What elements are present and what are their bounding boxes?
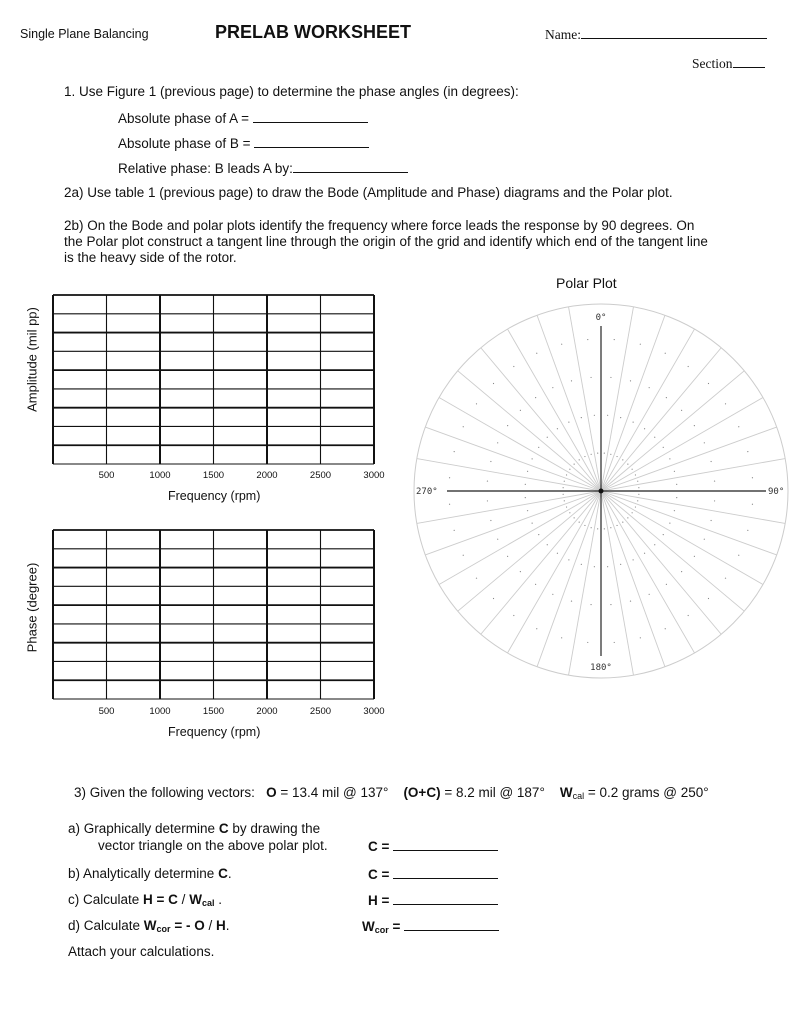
- q3c-answer-field[interactable]: H =: [368, 892, 498, 908]
- polar-dot: [663, 447, 664, 448]
- polar-dot: [574, 517, 575, 518]
- polar-dot: [571, 601, 572, 602]
- vector-wcal-value: = 0.2 grams @ 250°: [584, 785, 709, 800]
- polar-dot: [725, 578, 726, 579]
- polar-dot: [476, 403, 477, 404]
- polar-dot: [568, 559, 569, 560]
- polar-dot: [681, 410, 682, 411]
- polar-dot: [581, 564, 582, 565]
- polar-dot: [649, 387, 650, 388]
- polar-dot: [563, 487, 564, 488]
- polar-dot: [561, 344, 562, 345]
- polar-dot: [552, 594, 553, 595]
- polar-dot: [449, 477, 450, 478]
- polar-dot: [632, 512, 633, 513]
- polar-dot: [635, 474, 636, 475]
- question-2b-line1: 2b) On the Bode and polar plots identify the frequency where force leads the response by 90 degrees. On: [64, 218, 695, 233]
- polar-dot: [633, 559, 634, 560]
- polar-dot: [681, 571, 682, 572]
- polar-dot: [513, 615, 514, 616]
- polar-dot: [525, 484, 526, 485]
- name-label: Name:: [545, 27, 581, 42]
- polar-dot: [714, 500, 715, 501]
- polar-dot: [569, 512, 570, 513]
- q3a-line2: vector triangle on the above polar plot.: [98, 838, 328, 853]
- polar-dot: [568, 422, 569, 423]
- polar-dot: [607, 415, 608, 416]
- polar-dot: [638, 494, 639, 495]
- polar-dot: [610, 527, 611, 528]
- polar-dot: [616, 525, 617, 526]
- polar-dot: [688, 366, 689, 367]
- polar-dot: [747, 451, 748, 452]
- polar-dot: [493, 383, 494, 384]
- polar-plot[interactable]: [400, 290, 802, 692]
- polar-dot: [493, 598, 494, 599]
- polar-dot: [644, 553, 645, 554]
- polar-dot: [547, 544, 548, 545]
- polar-dot: [708, 383, 709, 384]
- polar-dot: [463, 555, 464, 556]
- question-3-intro: [74, 785, 709, 801]
- polar-dot: [547, 437, 548, 438]
- vector-wcal-name: W: [559, 785, 573, 800]
- polar-dot: [627, 517, 628, 518]
- polar-dot: [538, 534, 539, 535]
- vector-wcal-sub: cal: [572, 791, 585, 801]
- polar-dot: [538, 447, 539, 448]
- polar-dot: [487, 480, 488, 481]
- polar-dot: [610, 454, 611, 455]
- x-tick-label: 3000: [363, 470, 385, 481]
- polar-dot: [535, 584, 536, 585]
- polar-dot: [581, 417, 582, 418]
- polar-dot: [614, 339, 615, 340]
- x-tick-label: 2000: [256, 706, 278, 717]
- vector-o-value: = 13.4 mil @ 137°: [276, 785, 389, 800]
- polar-dot: [604, 453, 605, 454]
- polar-dot: [666, 397, 667, 398]
- q3d-text: d) Calculate $W_{cor}$ = - O / H.: [68, 918, 230, 934]
- polar-dot: [665, 353, 666, 354]
- polar-dot: [694, 556, 695, 557]
- polar-dot: [666, 584, 667, 585]
- polar-dot: [584, 456, 585, 457]
- phase-b-label: Absolute phase of B =: [118, 136, 255, 151]
- question-2b-line3: is the heavy side of the rotor.: [64, 250, 237, 265]
- polar-dot: [532, 458, 533, 459]
- vector-oc-value: = 8.2 mil @ 187°: [440, 785, 545, 800]
- polar-dot: [557, 428, 558, 429]
- polar-title: Polar Plot: [556, 275, 617, 291]
- polar-dot: [536, 353, 537, 354]
- polar-dot: [676, 484, 677, 485]
- polar-label-270: 270°: [416, 487, 438, 497]
- polar-dot: [463, 426, 464, 427]
- polar-dot: [674, 510, 675, 511]
- q3d-answer-field[interactable]: $W_{cor}$ =: [362, 918, 499, 935]
- polar-dot: [513, 366, 514, 367]
- relative-phase-field[interactable]: [118, 160, 408, 176]
- polar-dot: [520, 410, 521, 411]
- polar-dot: [507, 425, 508, 426]
- question-2b-line2: the Polar plot construct a tangent line through the origin of the grid and identify which end of the tangent line: [64, 234, 708, 249]
- polar-dot: [630, 601, 631, 602]
- polar-dot: [725, 403, 726, 404]
- polar-dot: [584, 525, 585, 526]
- polar-dot: [604, 528, 605, 529]
- polar-dot: [527, 471, 528, 472]
- polar-dot: [649, 594, 650, 595]
- polar-dot: [704, 442, 705, 443]
- page-title: PRELAB WORKSHEET: [215, 22, 412, 42]
- polar-dot: [597, 453, 598, 454]
- phase-a-field[interactable]: [118, 110, 368, 126]
- polar-dot: [571, 380, 572, 381]
- polar-dot: [738, 426, 739, 427]
- polar-dot: [747, 530, 748, 531]
- polar-dot: [454, 451, 455, 452]
- amplitude-x-label: Frequency (rpm): [168, 489, 261, 503]
- polar-dot: [616, 456, 617, 457]
- phase-x-label: Frequency (rpm): [168, 725, 261, 739]
- polar-dot: [525, 497, 526, 498]
- polar-dot: [454, 530, 455, 531]
- polar-dot: [574, 464, 575, 465]
- polar-dot: [535, 397, 536, 398]
- polar-dot: [520, 571, 521, 572]
- x-tick-label: 2500: [309, 470, 332, 481]
- polar-dot: [694, 425, 695, 426]
- amplitude-grid[interactable]: [50, 292, 380, 468]
- polar-dot: [490, 520, 491, 521]
- polar-dot: [654, 437, 655, 438]
- section-label: Section: [692, 56, 733, 71]
- polar-label-180: 180°: [590, 663, 612, 673]
- polar-dot: [497, 539, 498, 540]
- polar-dot: [557, 553, 558, 554]
- polar-dot: [591, 454, 592, 455]
- polar-dot: [663, 534, 664, 535]
- polar-dot: [449, 504, 450, 505]
- polar-dot: [579, 459, 580, 460]
- polar-dot: [566, 506, 567, 507]
- phase-a-label: Absolute phase of A =: [118, 111, 253, 126]
- polar-dot: [669, 458, 670, 459]
- polar-dot: [597, 528, 598, 529]
- polar-dot: [591, 527, 592, 528]
- polar-dot: [561, 637, 562, 638]
- q3a-answer-field[interactable]: C =: [368, 838, 498, 854]
- x-tick-label: 1500: [202, 470, 225, 481]
- x-tick-label: 500: [98, 706, 115, 717]
- polar-dot: [590, 604, 591, 605]
- polar-dot: [630, 380, 631, 381]
- phase-b-field[interactable]: [118, 135, 369, 151]
- polar-dot: [487, 500, 488, 501]
- polar-dot: [640, 637, 641, 638]
- q3b-text: b) Analytically determine C.: [68, 866, 232, 881]
- polar-dot: [564, 500, 565, 501]
- polar-dot: [752, 504, 753, 505]
- polar-dot: [640, 344, 641, 345]
- polar-label-90: 90°: [768, 487, 785, 497]
- x-tick-label: 1500: [202, 706, 225, 717]
- polar-dot: [738, 555, 739, 556]
- x-tick-label: 1000: [149, 470, 171, 481]
- question-1: 1. Use Figure 1 (previous page) to determine the phase angles (in degrees):: [64, 84, 519, 99]
- polar-dot: [665, 628, 666, 629]
- polar-dot: [507, 556, 508, 557]
- polar-dot: [708, 598, 709, 599]
- polar-dot: [532, 523, 533, 524]
- polar-dot: [552, 387, 553, 388]
- polar-dot: [564, 481, 565, 482]
- q3b-answer-field[interactable]: C =: [368, 866, 498, 882]
- polar-dot: [644, 428, 645, 429]
- q3-intro-text: 3) Given the following vectors:: [74, 785, 255, 800]
- x-tick-label: 3000: [363, 706, 385, 717]
- phase-axis-label: Phase (degree): [24, 562, 40, 653]
- polar-dot: [536, 628, 537, 629]
- polar-dot: [637, 500, 638, 501]
- polar-dot: [654, 544, 655, 545]
- polar-dot: [490, 461, 491, 462]
- polar-dot: [632, 469, 633, 470]
- polar-dot: [527, 510, 528, 511]
- question-2a: 2a) Use table 1 (previous page) to draw the Bode (Amplitude and Phase) diagrams and the Polar plot.: [64, 185, 673, 200]
- polar-dot: [587, 642, 588, 643]
- polar-dot: [752, 477, 753, 478]
- x-tick-label: 2500: [309, 706, 332, 717]
- polar-dot: [587, 339, 588, 340]
- polar-dot: [633, 422, 634, 423]
- polar-dot: [614, 642, 615, 643]
- polar-dot: [476, 578, 477, 579]
- polar-dot: [638, 487, 639, 488]
- polar-dot: [594, 566, 595, 567]
- polar-dot: [610, 377, 611, 378]
- polar-origin: [599, 489, 604, 494]
- amplitude-axis-label: Amplitude (mil pp): [24, 307, 40, 412]
- vector-o-name: O: [266, 785, 277, 800]
- relative-phase-label: Relative phase: B leads A by:: [118, 161, 293, 176]
- polar-dot: [637, 481, 638, 482]
- polar-dot: [635, 506, 636, 507]
- polar-dot: [711, 520, 712, 521]
- polar-dot: [674, 471, 675, 472]
- section-field[interactable]: [692, 55, 765, 72]
- polar-dot: [590, 377, 591, 378]
- vector-oc-name: (O+C): [403, 785, 441, 800]
- polar-dot: [622, 459, 623, 460]
- polar-dot: [579, 522, 580, 523]
- phase-grid[interactable]: [50, 527, 380, 703]
- polar-dot: [711, 461, 712, 462]
- x-tick-label: 1000: [149, 706, 171, 717]
- polar-dot: [714, 480, 715, 481]
- polar-dot: [669, 523, 670, 524]
- q3c-text: c) Calculate $H = C / W_{cal}$ .: [68, 892, 222, 908]
- polar-dot: [563, 494, 564, 495]
- polar-dot: [594, 415, 595, 416]
- polar-dot: [704, 539, 705, 540]
- polar-dot: [566, 474, 567, 475]
- polar-dot: [610, 604, 611, 605]
- polar-dot: [622, 522, 623, 523]
- q3a-line1: a) Graphically determine C by drawing the: [68, 821, 321, 836]
- polar-dot: [569, 469, 570, 470]
- polar-label-0: 0°: [595, 313, 607, 323]
- polar-dot: [620, 417, 621, 418]
- polar-dot: [627, 464, 628, 465]
- course-name: Single Plane Balancing: [20, 27, 149, 41]
- name-field[interactable]: [545, 26, 767, 43]
- x-tick-label: 2000: [256, 470, 278, 481]
- polar-dot: [607, 566, 608, 567]
- polar-dot: [497, 442, 498, 443]
- polar-dot: [620, 564, 621, 565]
- polar-dot: [676, 497, 677, 498]
- x-tick-label: 500: [98, 470, 115, 481]
- polar-dot: [688, 615, 689, 616]
- attach-note: Attach your calculations.: [68, 944, 215, 959]
